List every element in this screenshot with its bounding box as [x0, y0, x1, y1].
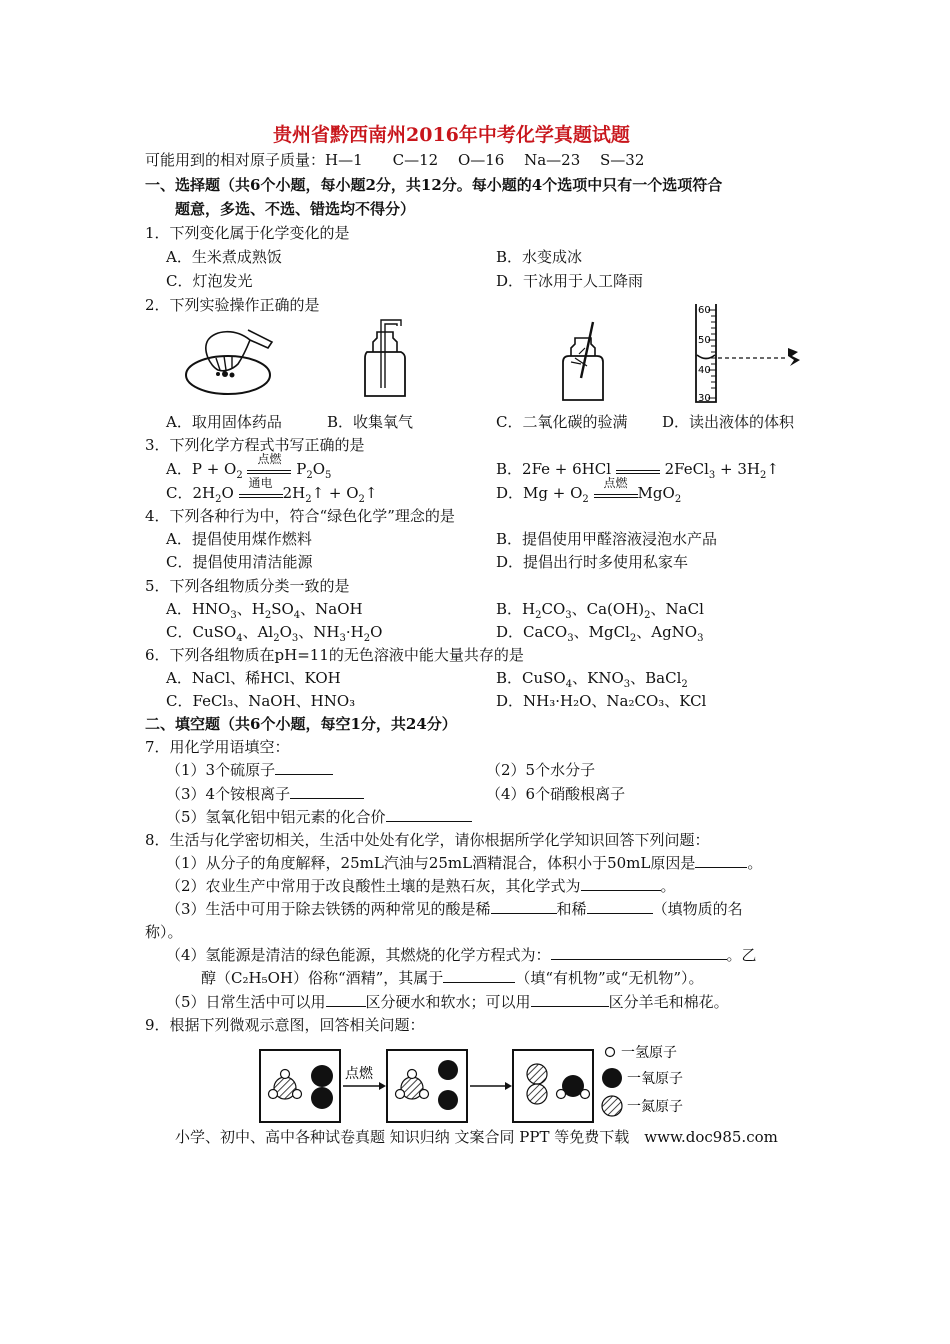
section1-heading-cont: 题意，多选、不选、错选均不得分） — [175, 200, 416, 218]
q7-blank-3[interactable] — [290, 784, 364, 799]
q6-stem: 6．下列各组物质在pH=11的无色溶液中能大量共存的是 — [145, 646, 524, 664]
figure-solid-reagent — [180, 318, 280, 400]
q7-part2: （2）5个水分子 — [486, 761, 596, 779]
q8-part1: （1）从分子的角度解释，25mL汽油与25mL酒精混合，体积小于50mL原因是 。 — [166, 854, 763, 872]
q3-option-c: C．$2H_2O$ 通电 $2H_2↑$ + $O_2↑$ — [166, 476, 378, 505]
q8-blank-4a[interactable] — [551, 945, 727, 960]
q3-option-b: B．2Fe + 6HCl 2FeCl$_3$ + $3H_2↑$ — [496, 460, 779, 481]
q8-blank-4b[interactable] — [443, 968, 515, 983]
q8-stem: 8．生活与化学密切相关，生活中处处有化学，请你根据所学化学知识回答下列问题： — [145, 831, 710, 849]
figure-collect-oxygen — [355, 312, 415, 400]
scale-40: 40 — [698, 365, 711, 376]
q4-option-c: C．提倡使用清洁能源 — [166, 553, 313, 571]
q7-blank-1[interactable] — [275, 760, 333, 775]
page-title: 贵州省黔西南州2016年中考化学真题试题 — [273, 124, 630, 146]
q8-part3: （3）生活中可用于除去铁锈的两种常见的酸是稀 和稀 （填物质的名 — [166, 900, 743, 918]
q8-part3-cont: 称）。 — [145, 923, 183, 941]
q4-option-b: B．提倡使用甲醛溶液浸泡水产品 — [496, 530, 718, 548]
q2-option-a: A．取用固体药品 — [166, 413, 282, 431]
q5-option-a: A．$HNO_3$、$H_2SO_4$、NaOH — [166, 600, 363, 621]
q2-option-b: B．收集氧气 — [327, 413, 414, 431]
legend-hydrogen: 一氢原子 — [621, 1045, 677, 1061]
q7-blank-5[interactable] — [386, 807, 472, 822]
q5-stem: 5．下列各组物质分类一致的是 — [145, 577, 350, 595]
figure-co2-check-full — [553, 318, 613, 402]
footer-text: 小学、初中、高中各种试卷真题 知识归纳 文案合同 PPT 等免费下载 www.doc985.com — [175, 1128, 778, 1146]
q4-stem: 4．下列各种行为中，符合“绿色化学”理念的是 — [145, 507, 455, 525]
arrow-label-ignite: 点燃 — [345, 1066, 373, 1082]
scale-60: 60 — [698, 305, 711, 316]
q6-option-b: B．CuSO$_4$、$KNO_3$、BaCl$_2$ — [496, 669, 688, 690]
q8-part4-cont: 醇（C₂H₅OH）俗称“酒精”，其属于 （填“有机物”或“无机物”）。 — [201, 969, 704, 987]
q6-option-d: D．NH₃·H₂O、Na₂CO₃、KCl — [496, 692, 707, 710]
q7-part4: （4）6个硝酸根离子 — [486, 785, 626, 803]
q1-option-d: D．干冰用于人工降雨 — [496, 272, 644, 290]
scale-30: 30 — [698, 393, 711, 404]
q8-blank-3a[interactable] — [491, 899, 557, 914]
q3-stem: 3．下列化学方程式书写正确的是 — [145, 436, 365, 454]
legend-oxygen: 一氧原子 — [627, 1071, 683, 1087]
q2-option-c: C．二氧化碳的验满 — [496, 413, 628, 431]
section1-heading: 一、选择题（共6个小题，每小题2分，共12分。每小题的4个选项中只有一个选项符合 — [145, 176, 723, 194]
q5-option-d: D．CaCO$_3$、MgCl$_2$、AgNO$_3$ — [496, 623, 704, 644]
q7-part5: （5）氢氧化铝中铝元素的化合价 — [166, 807, 472, 827]
section2-heading: 二、填空题（共6个小题，每空1分，共24分） — [145, 715, 457, 733]
q1-stem: 1．下列变化属于化学变化的是 — [145, 224, 350, 242]
q5-option-b: B．$H_2CO_3$、$Ca(OH)_2$、NaCl — [496, 600, 704, 621]
q8-part2: （2）农业生产中常用于改良酸性土壤的是熟石灰，其化学式为 。 — [166, 877, 676, 895]
q7-part1: （1）3个硫原子 — [166, 760, 333, 780]
q8-blank-3b[interactable] — [587, 899, 653, 914]
scale-50: 50 — [698, 335, 711, 346]
q9-stem: 9．根据下列微观示意图，回答相关问题： — [145, 1016, 425, 1034]
q8-blank-2[interactable] — [581, 876, 661, 891]
condition-ignite-d: 点燃 — [594, 486, 638, 498]
q3-option-d: D．$Mg + O_2$ 点燃 MgO$_2$ — [496, 476, 682, 505]
figure-read-cylinder — [688, 300, 808, 406]
q8-blank-5a[interactable] — [326, 992, 366, 1007]
q2-option-d: D．读出液体的体积 — [662, 413, 795, 431]
q8-blank-5b[interactable] — [531, 992, 609, 1007]
q3-option-a: A．$P + O_2$ 点燃 $P_2O_5$ — [166, 452, 332, 481]
q1-option-a: A．生米煮成熟饭 — [166, 248, 282, 266]
q7-part3: （3）4个铵根离子 — [166, 784, 364, 804]
q4-option-d: D．提倡出行时多使用私家车 — [496, 553, 689, 571]
condition-electric-c: 通电 — [239, 486, 283, 498]
q6-option-a: A．NaCl、稀HCl、KOH — [166, 669, 341, 687]
atomic-mass-line: 可能用到的相对原子质量：H—1 C—12 O—16 Na—23 S—32 — [145, 151, 645, 169]
q2-stem: 2．下列实验操作正确的是 — [145, 296, 320, 314]
q5-option-c: C．CuSO$_4$、$Al_2O_3$、$NH_3\cdot H_2O$ — [166, 623, 383, 644]
q8-part4: （4）氢能源是清洁的绿色能源，其燃烧的化学方程式为： 。乙 — [166, 946, 757, 964]
q8-part5: （5）日常生活中可以用 区分硬水和软水；可以用 区分羊毛和棉花。 — [166, 993, 729, 1011]
q8-blank-1[interactable] — [695, 853, 747, 868]
legend-nitrogen: 一氮原子 — [627, 1099, 683, 1115]
q1-option-c: C．灯泡发光 — [166, 272, 253, 290]
q4-option-a: A．提倡使用煤作燃料 — [166, 530, 312, 548]
q1-option-b: B．水变成冰 — [496, 248, 583, 266]
q6-option-c: C．FeCl₃、NaOH、HNO₃ — [166, 692, 356, 710]
q9-micro-diagram — [255, 1036, 705, 1128]
q7-stem: 7．用化学用语填空： — [145, 738, 290, 756]
condition-ignite-a: 点燃 — [247, 462, 291, 474]
